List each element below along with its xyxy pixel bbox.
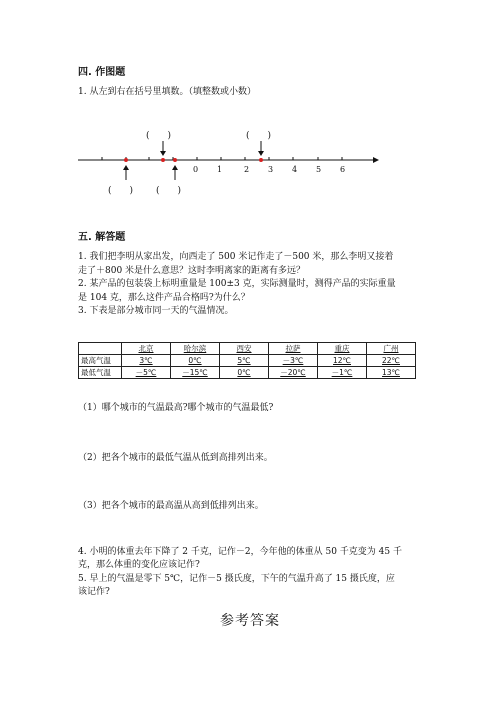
q5-line2: 该记作? — [78, 587, 110, 597]
sub-question-2: （2）把各个城市的最低气温从低到高排列出来。 — [78, 453, 273, 463]
table-cell: 22℃ — [367, 355, 416, 367]
table-header-cell: 哈尔滨 — [171, 343, 220, 355]
table-header-cell: 拉萨 — [269, 343, 318, 355]
q4-line2: 克，那么体重的变化应该记作? — [78, 560, 200, 570]
table-row-label: 最高气温 — [79, 355, 122, 367]
table-row — [79, 367, 416, 379]
table-cell: 5℃ — [220, 355, 269, 367]
table-row — [79, 355, 416, 367]
section4-heading: 四. 作图题 — [78, 67, 126, 78]
q2-line2: 是 104 克，那么这件产品合格吗?为什么？ — [78, 293, 250, 303]
paren-bottom-right: ( ) — [156, 186, 182, 196]
paren-top-left: ( ) — [146, 131, 172, 141]
table-cell: 13℃ — [367, 367, 416, 379]
q1-line2: 走了＋800 米是什么意思？这时李明离家的距离有多远？ — [78, 266, 306, 276]
table-cell: 3℃ — [122, 355, 171, 367]
table-header-row — [79, 343, 416, 355]
table-cell: 0℃ — [171, 355, 220, 367]
paren-top-right: ( ) — [246, 131, 272, 141]
table-cell: －1℃ — [318, 367, 367, 379]
q5-line1: 5. 早上的气温是零下 5℃，记作－5 摄氏度，下午的气温升高了 15 摄氏度，应 — [78, 574, 395, 584]
point-marker — [259, 158, 263, 162]
table-row-label: 最低气温 — [79, 367, 122, 379]
tick-label-6: 6 — [340, 165, 346, 174]
q2-line1: 2. 某产品的包装袋上标明重量是 100±3 克，实际测量时，测得产品的实际重量 — [78, 279, 396, 289]
table-cell: －5℃ — [122, 367, 171, 379]
table-cell: －3℃ — [269, 355, 318, 367]
table-cell: 0℃ — [220, 367, 269, 379]
table-header-cell: 广州 — [367, 343, 416, 355]
q1-line1: 1. 我们把李明从家出发，向西走了 500 米记作走了－500 米，那么李明又接着 — [78, 252, 394, 262]
temperature-table — [78, 342, 416, 379]
sub-question-3: （3）把各个城市的最高温从高到低排列出来。 — [78, 501, 264, 511]
point-marker — [161, 158, 165, 162]
tick-label-0: 0 — [193, 165, 199, 174]
table-cell — [79, 343, 122, 355]
tick-label-1: 1 — [217, 165, 223, 174]
table-cell: －15℃ — [171, 367, 220, 379]
tick-label-3: 3 — [268, 165, 274, 174]
paren-bottom-left: ( ) — [108, 186, 134, 196]
q3-text: 3. 下表是部分城市同一天的气温情况。 — [78, 306, 234, 316]
answer-title: 参考答案 — [220, 613, 280, 629]
point-marker — [124, 158, 128, 162]
section4-q1: 1. 从左到右在括号里填数。（填整数或小数） — [78, 87, 256, 97]
table-header-cell: 北京 — [122, 343, 171, 355]
tick-label-5: 5 — [316, 165, 322, 174]
section5-heading: 五. 解答题 — [78, 232, 126, 243]
table-cell: 12℃ — [318, 355, 367, 367]
tick-label-4: 4 — [292, 165, 298, 174]
table-cell: －20℃ — [269, 367, 318, 379]
q4-line1: 4. 小明的体重去年下降了 2 千克，记作－2，今年他的体重从 50 千克变为 45 千 — [78, 547, 402, 557]
table-header-cell: 西安 — [220, 343, 269, 355]
tick-label-2: 2 — [244, 165, 250, 174]
table-header-cell: 重庆 — [318, 343, 367, 355]
point-marker — [173, 158, 177, 162]
number-line — [78, 138, 383, 188]
sub-question-1: （1）哪个城市的气温最高?哪个城市的气温最低? — [78, 403, 274, 413]
